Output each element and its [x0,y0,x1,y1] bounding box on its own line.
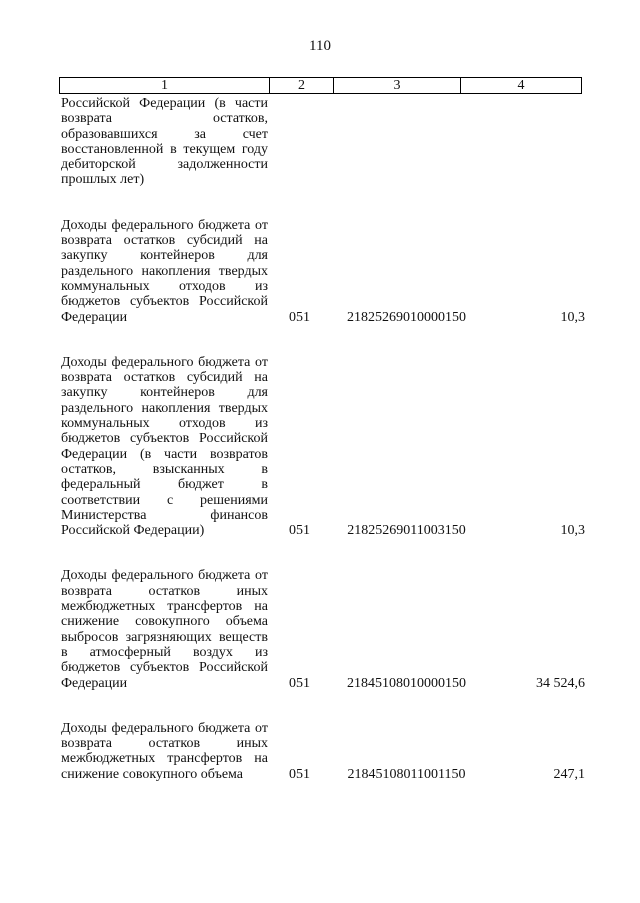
row-description: Доходы федерального бюджета от возврата остатков субсидий на закупку контейнеров для раздельного накопления твердых коммунальных отходов из бюджетов субъектов Российской Федерации [61,217,268,325]
row-amount: 10,3 [560,523,585,539]
row-kbk: 21825269010000150 [347,309,466,325]
row-description: Доходы федерального бюджета от возврата остатков субсидий на закупку контейнеров для раздельного накопления твердых коммунальных отходов из бюджетов субъектов Российской Федерации (в части возвратов остатков, взысканных в федеральный бюджет в соответствии с решениями Министерства финансов Российской Федерации) [61,354,268,539]
table-row [61,568,585,690]
row-description: Доходы федерального бюджета от возврата остатков иных межбюджетных трансфертов на снижение совокупного объема выбросов загрязняющих веществ в атмосферный воздух из бюджетов субъектов Российской Федерации [61,568,268,691]
table-body [61,96,585,782]
table-row [61,721,585,782]
row-code: 051 [289,675,310,691]
row-description: Доходы федерального бюджета от возврата остатков иных межбюджетных трансфертов на снижение совокупного объема [61,720,268,782]
header-col-2: 2 [270,78,334,93]
table-header [59,77,582,94]
row-code: 051 [289,766,310,782]
row-kbk: 21845108010000150 [347,675,466,691]
table-row [61,96,585,188]
row-description: Российской Федерации (в части возврата остатков, образовавшихся за счет восстановленной в текущем году дебиторской задолженности прошлых лет) [61,96,268,188]
header-col-4: 4 [517,78,525,93]
row-amount: 34 524,6 [536,675,585,691]
row-kbk: 21845108011001150 [347,766,466,782]
page-number: 110 [309,38,331,54]
row-amount: 10,3 [560,309,585,325]
header-col-3: 3 [334,78,461,93]
row-kbk: 21825269011003150 [347,523,466,539]
header-col-1: 1 [60,78,270,93]
table-row [61,355,585,539]
row-code: 051 [289,309,310,325]
row-code: 051 [289,523,310,539]
row-amount: 247,1 [553,766,585,782]
table-row [61,218,585,325]
